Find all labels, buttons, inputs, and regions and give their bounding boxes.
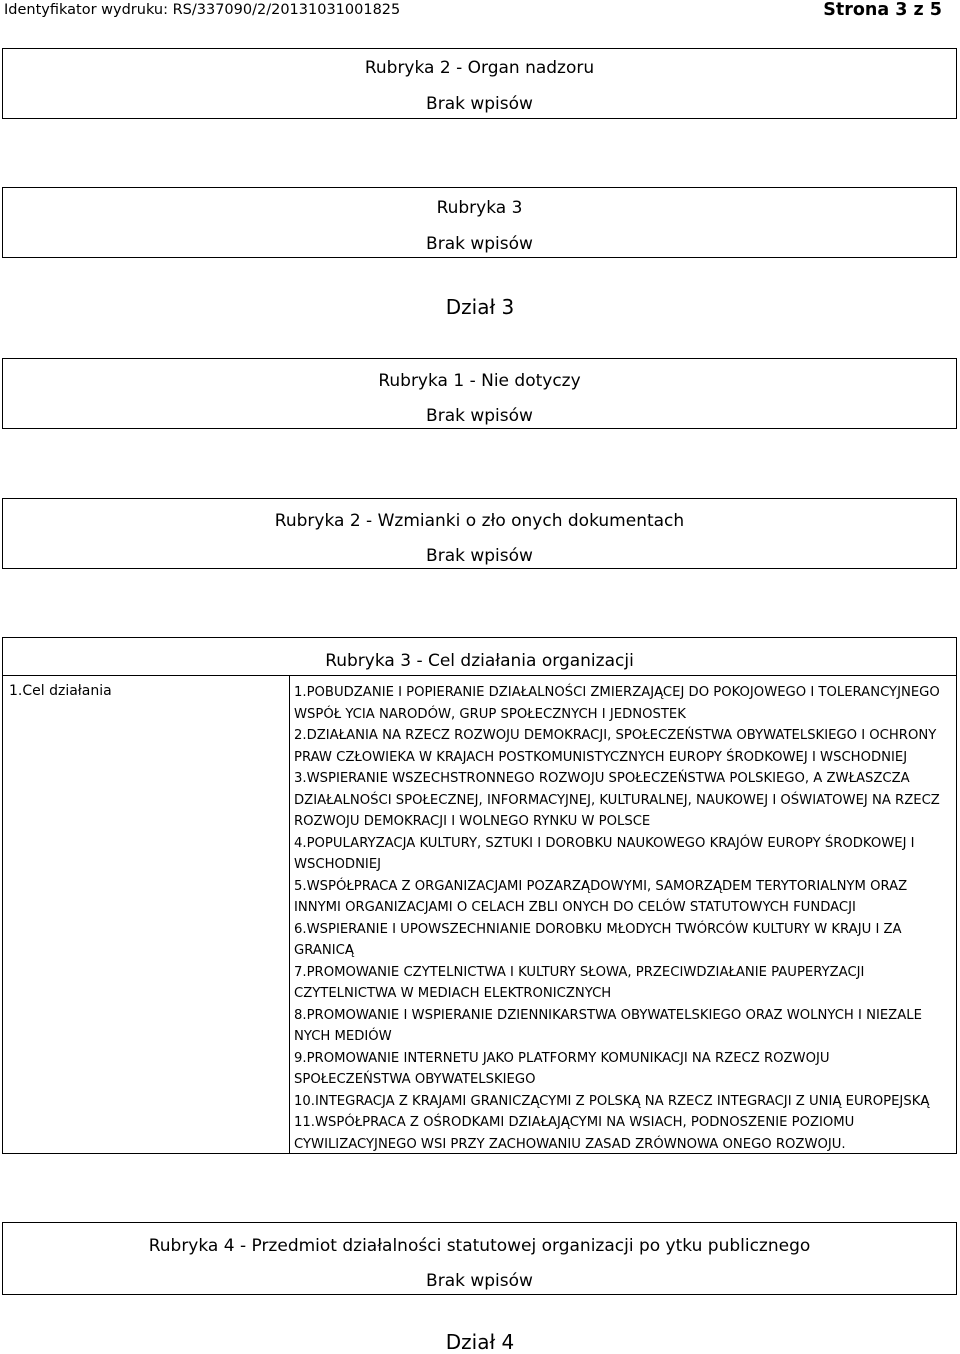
rubryka-content: Brak wpisów: [426, 406, 533, 426]
rubryka-cel-dzialania: [2, 637, 957, 1154]
print-identifier: Identyfikator wydruku: RS/337090/2/20131031001825: [4, 2, 401, 18]
rubryka-content: Brak wpisów: [426, 1271, 533, 1291]
rubryka-content: Brak wpisów: [426, 234, 533, 254]
rubryka-content: Brak wpisów: [426, 94, 533, 114]
rubryka-title: Rubryka 2 - Organ nadzoru: [364, 58, 595, 78]
list-item: 3.WSPIERANIE WSZECHSTRONNEGO ROZWOJU SPOŁECZEŃSTWA POLSKIEGO, A ZWŁASZCZA DZIAŁALNOŚCI SPOŁECZNEJ, INFORMACYJNEJ, KULTURALNEJ, NAUKOWEJ I OŚWIATOWEJ NA RZECZ ROZWOJU DEMOKRACJI I WOLNEGO RYNKU W POLSCE: [294, 771, 940, 829]
rubryka-title: Rubryka 2 - Wzmianki o zło onych dokumentach: [274, 511, 685, 531]
column-divider: [289, 676, 290, 1154]
list-item: 8.PROMOWANIE I WSPIERANIE DZIENNIKARSTWA OBYWATELSKIEGO ORAZ WOLNYCH I NIEZALE NYCH MEDIÓW: [294, 1007, 922, 1044]
rubryka-przedmiot-dzialalnosci: [2, 1222, 957, 1295]
rubryka-organ-nadzoru: [2, 48, 957, 119]
rubryka-title: Rubryka 3: [436, 198, 523, 218]
rubryka-title: Rubryka 4 - Przedmiot działalności statutowej organizacji po ytku publicznego: [148, 1236, 811, 1256]
list-item: 4.POPULARYZACJA KULTURY, SZTUKI I DOROBKU NAUKOWEGO KRAJÓW EUROPY ŚRODKOWEJ I WSCHODNIEJ: [294, 835, 915, 872]
list-item: 6.WSPIERANIE I UPOWSZECHNIANIE DOROBKU MŁODYCH TWÓRCÓW KULTURY W KRAJU I ZA GRANICĄ: [294, 921, 902, 958]
page-number: Strona 3 z 5: [823, 0, 942, 20]
list-item: 5.WSPÓŁPRACA Z ORGANIZACJAMI POZARZĄDOWYMI, SAMORZĄDEM TERYTORIALNYM ORAZ INNYMI ORGANIZACJAMI O CELACH ZBLI ONYCH DO CELÓW STATUTOWYCH FUNDACJI: [294, 878, 908, 915]
rubryka-title: Rubryka 1 - Nie dotyczy: [378, 371, 581, 391]
section-heading-dzial-4: Dział 4: [445, 1330, 515, 1354]
rubryka-3: [2, 187, 957, 258]
goals-list: [294, 682, 944, 1155]
row-divider: [2, 675, 957, 676]
rubryka-content: Brak wpisów: [426, 546, 533, 566]
rubryka-wzmianki: [2, 498, 957, 569]
rubryka-nie-dotyczy: [2, 358, 957, 429]
list-item: 11.WSPÓŁPRACA Z OŚRODKAMI DZIAŁAJĄCYMI NA WSIACH, PODNOSZENIE POZIOMU CYWILIZACYJNEGO WSI PRZY ZACHOWANIU ZASAD ZRÓWNOWA ONEGO ROZWOJU.: [294, 1115, 855, 1152]
field-label: 1.Cel działania: [9, 683, 112, 699]
list-item: 2.DZIAŁANIA NA RZECZ ROZWOJU DEMOKRACJI, SPOŁECZEŃSTWA OBYWATELSKIEGO I OCHRONY PRAW CZŁOWIEKA W KRAJACH POSTKOMUNISTYCZNYCH EUROPY ŚRODKOWEJ I WSCHODNIEJ: [294, 728, 937, 765]
list-item: 9.PROMOWANIE INTERNETU JAKO PLATFORMY KOMUNIKACJI NA RZECZ ROZWOJU SPOŁECZEŃSTWA OBYWATELSKIEGO: [294, 1050, 830, 1087]
section-heading-dzial-3: Dział 3: [445, 295, 515, 319]
rubryka-title: Rubryka 3 - Cel działania organizacji: [325, 651, 634, 671]
list-item: 10.INTEGRACJA Z KRAJAMI GRANICZĄCYMI Z POLSKĄ NA RZECZ INTEGRACJI Z UNIĄ EUROPEJSKĄ: [294, 1093, 930, 1109]
list-item: 7.PROMOWANIE CZYTELNICTWA I KULTURY SŁOWA, PRZECIWDZIAŁANIE PAUPERYZACJI CZYTELNICTWA W MEDIACH ELEKTRONICZNYCH: [294, 964, 865, 1001]
list-item: 1.POBUDZANIE I POPIERANIE DZIAŁALNOŚCI ZMIERZAJĄCEJ DO POKOJOWEGO I TOLERANCYJNEGO WSPÓŁ YCIA NARODÓW, GRUP SPOŁECZNYCH I JEDNOSTEK: [294, 685, 940, 722]
